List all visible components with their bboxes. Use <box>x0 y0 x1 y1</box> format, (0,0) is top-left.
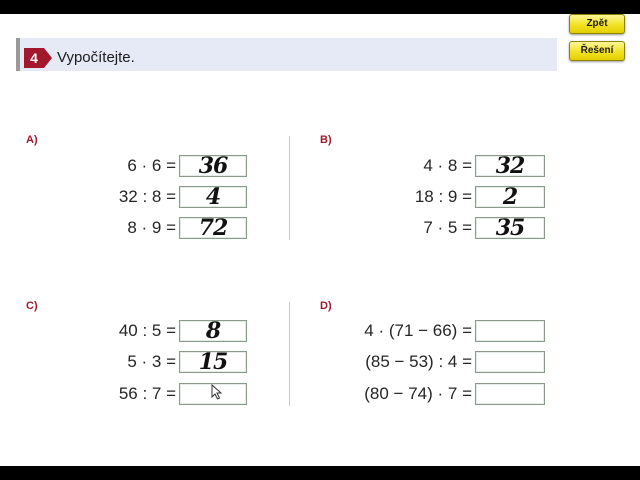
section-label-c: C) <box>26 300 38 312</box>
answer-value: 15 <box>198 349 228 375</box>
expression-row <box>350 217 472 239</box>
answer-field[interactable] <box>475 383 545 405</box>
expression: 4 · (71 − 66) = <box>364 321 472 340</box>
answer-field[interactable] <box>179 186 247 208</box>
back-button[interactable]: Zpět <box>569 14 625 34</box>
expression: 5 · 3 = <box>127 352 176 371</box>
expression-row <box>350 155 472 177</box>
divider-top <box>289 136 290 240</box>
expression: 6 · 6 = <box>127 156 176 175</box>
expression: 4 · 8 = <box>423 156 472 175</box>
answer-field[interactable] <box>179 351 247 373</box>
answer-value: 35 <box>495 215 525 241</box>
section-label-a: A) <box>26 134 38 146</box>
expression: 40 : 5 = <box>118 321 176 340</box>
answer-field[interactable] <box>179 217 247 239</box>
answer-field[interactable] <box>475 217 545 239</box>
answer-field[interactable] <box>475 186 545 208</box>
expression-row <box>60 155 176 177</box>
solution-button[interactable]: Řešení <box>569 41 625 61</box>
answer-field[interactable] <box>179 155 247 177</box>
task-number: 4 <box>30 50 38 66</box>
mouse-pointer-icon <box>211 384 223 400</box>
answer-value: 2 <box>502 184 518 210</box>
expression-row <box>60 320 176 342</box>
answer-field[interactable] <box>475 351 545 373</box>
expression: (80 − 74) · 7 = <box>364 384 472 403</box>
answer-value: 32 <box>495 153 525 179</box>
expression-row <box>340 383 472 405</box>
answer-value: 36 <box>198 153 228 179</box>
expression-row <box>340 320 472 342</box>
expression: 8 · 9 = <box>127 218 176 237</box>
expression-row <box>60 383 176 405</box>
expression: 18 : 9 = <box>414 187 472 206</box>
expression-row <box>340 351 472 373</box>
header-edge <box>16 38 20 71</box>
answer-field[interactable] <box>475 155 545 177</box>
section-label-d: D) <box>320 300 332 312</box>
task-title: Vypočítejte. <box>57 49 135 66</box>
expression: 32 : 8 = <box>118 187 176 206</box>
expression: 56 : 7 = <box>118 384 176 403</box>
answer-value: 72 <box>198 215 228 241</box>
divider-bottom <box>289 302 290 406</box>
task-number-badge <box>24 48 52 68</box>
answer-value: 8 <box>205 318 221 344</box>
answer-field[interactable] <box>475 320 545 342</box>
expression: (85 − 53) : 4 = <box>365 352 472 371</box>
expression: 7 · 5 = <box>423 218 472 237</box>
expression-row <box>60 186 176 208</box>
answer-value: 4 <box>205 184 221 210</box>
expression-row <box>350 186 472 208</box>
section-label-b: B) <box>320 134 332 146</box>
answer-field[interactable] <box>179 320 247 342</box>
expression-row <box>60 217 176 239</box>
expression-row <box>60 351 176 373</box>
